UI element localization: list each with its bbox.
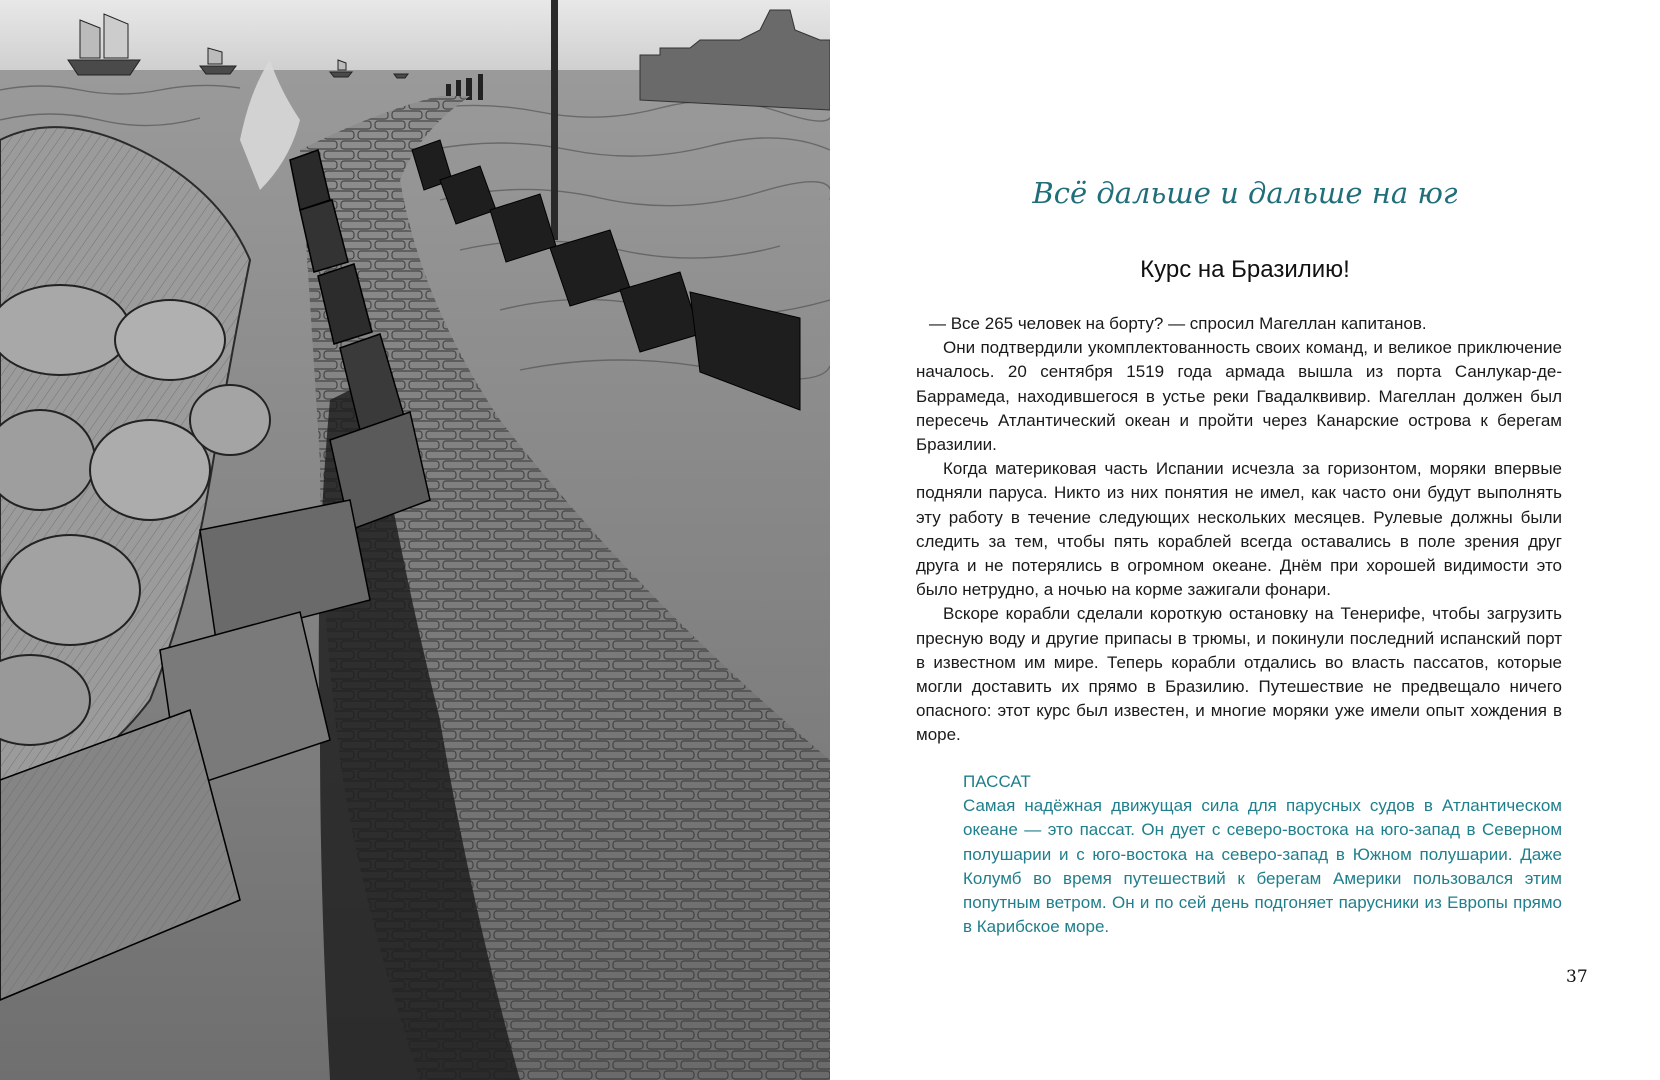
text-page xyxy=(830,0,1660,1080)
page-number: 37 xyxy=(1566,967,1588,987)
paragraph: Они подтвердили укомплектованность своих команд, и великое приключение началось. 20 сентября 1519 года армада вышла из порта Санлукар-де-Баррамеда, находившегося в устье реки Гвадалквивир. Магеллан должен был пересечь Атлантический океан и пройти через Канарские острова к берегам Бразилии. xyxy=(916,338,1562,455)
sidebar-heading: ПАССАТ xyxy=(963,772,1031,791)
chapter-title: Всё дальше и дальше на юг xyxy=(1032,176,1458,210)
paragraph: — Все 265 человек на борту? — спросил Магеллан капитанов. xyxy=(929,314,1427,333)
paragraph: Вскоре корабли сделали короткую остановку на Тенерифе, чтобы загрузить пресную воду и другие припасы в трюмы, и покинули последний испанский порт в известном им мире. Теперь корабли отдались во власть пассатов, которые могли доставить их прямо в Бразилию. Путешествие не предвещало ничего опасного: этот курс был известен, и многие моряки уже имели опыт хождения в море. xyxy=(916,604,1562,745)
sidebar-note xyxy=(963,770,1562,939)
lamp-pole xyxy=(551,0,558,240)
section-title: Курс на Бразилию! xyxy=(1140,256,1350,283)
body-text xyxy=(916,312,1562,748)
paragraph: Когда материковая часть Испании исчезла за горизонтом, моряки впервые подняли паруса. Никто из них понятия не имел, как часто они будут выполнять эту работу в течение следующих нескольких месяцев. Рулевые должны были следить за тем, чтобы пять кораблей всегда оставались в поле зрения друг друга и не потерялись в огромном океане. Днём при хорошей видимости это было нетрудно, а ночью на корме зажигали фонари. xyxy=(916,459,1562,600)
sidebar-text: Самая надёжная движущая сила для парусных судов в Атлантическом океане — это пассат. Он дует с северо-востока на юго-запад в Северном полушарии и с юго-востока на северо-запад в Южном полушарии. Даже Колумб во время путешествий к берегам Америки пользовался этим попутным ветром. Он и по сей день подгоняет парусники из Европы прямо в Карибское море. xyxy=(963,796,1562,937)
